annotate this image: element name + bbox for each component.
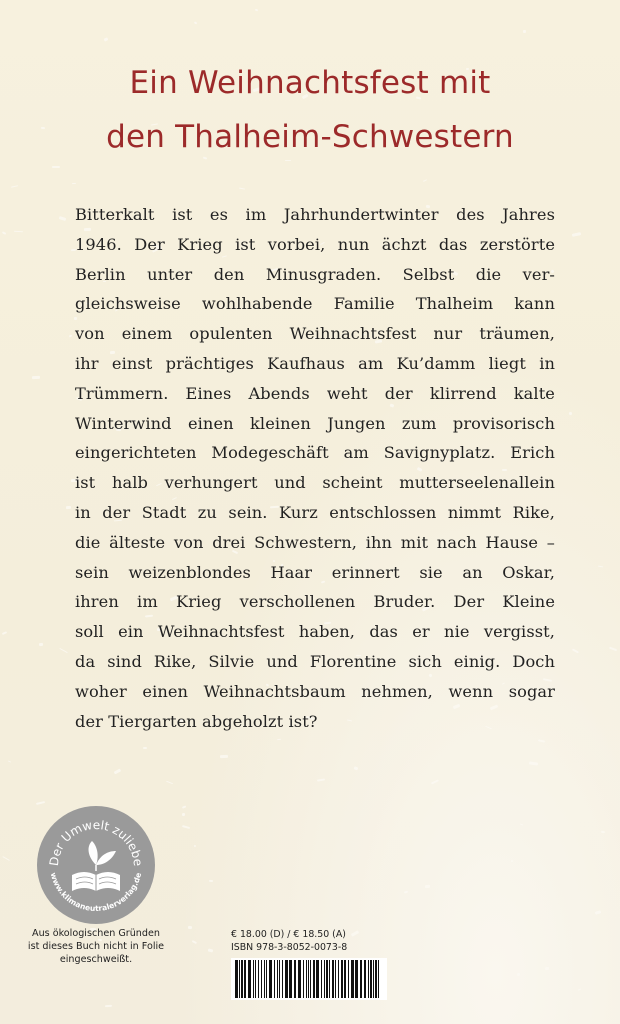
seal-bottom-text: www.klimaneutralerverlag.de bbox=[48, 871, 144, 914]
barcode-bar bbox=[306, 960, 307, 998]
snow-speck bbox=[598, 566, 603, 568]
barcode-bar bbox=[303, 960, 304, 998]
snow-speck bbox=[568, 411, 572, 415]
snow-speck bbox=[59, 216, 66, 221]
barcode-bar bbox=[248, 960, 251, 998]
barcode-bar bbox=[335, 960, 336, 998]
barcode-bar bbox=[289, 960, 292, 998]
barcode-bar bbox=[360, 960, 362, 998]
snow-speck bbox=[166, 781, 173, 785]
snow-speck bbox=[354, 766, 359, 770]
eco-note-line: eingeschweißt. bbox=[59, 953, 133, 965]
barcode-bar bbox=[277, 960, 278, 998]
snow-speck bbox=[39, 643, 43, 646]
snow-speck bbox=[113, 768, 120, 774]
barcode-bar bbox=[310, 960, 311, 998]
blurb-line: ihr einst prächtiges Kaufhaus am Ku’damm liegt in bbox=[75, 353, 555, 373]
barcode-bar bbox=[351, 960, 354, 998]
barcode-bar bbox=[373, 960, 374, 998]
barcode-bar bbox=[348, 960, 349, 998]
snow-speck bbox=[105, 1005, 112, 1007]
barcode-bar bbox=[355, 960, 358, 998]
snow-speck bbox=[523, 29, 526, 32]
blurb-line: sein weizenblondes Haar erinnert sie an Oskar, bbox=[75, 562, 555, 582]
barcode-bar bbox=[308, 960, 309, 998]
price-block bbox=[231, 928, 347, 954]
snow-speck bbox=[193, 845, 196, 848]
barcode-bar bbox=[316, 960, 319, 998]
snow-speck bbox=[32, 376, 40, 379]
barcode-bar bbox=[244, 960, 246, 998]
barcode-bar bbox=[298, 960, 301, 998]
blurb-text bbox=[75, 200, 555, 736]
snow-speck bbox=[572, 648, 579, 653]
barcode-bar bbox=[294, 960, 296, 998]
snow-speck bbox=[143, 747, 147, 749]
barcode-bar bbox=[255, 960, 256, 998]
snow-speck bbox=[595, 911, 602, 916]
blurb-line: soll ein Weihnachtsfest haben, das er nie vergisst, bbox=[75, 622, 555, 642]
environment-seal bbox=[36, 805, 156, 925]
blurb-line: der Tiergarten abgeholzt ist? bbox=[75, 711, 318, 731]
barcode-bar bbox=[241, 960, 243, 998]
blurb-line: woher einen Weihnachtsbaum nehmen, wenn sogar bbox=[75, 681, 555, 701]
snow-speck bbox=[239, 187, 245, 189]
isbn-text: ISBN 978-3-8052-0073-8 bbox=[231, 942, 348, 953]
snow-speck bbox=[601, 830, 606, 832]
barcode-bar bbox=[332, 960, 334, 998]
eco-note-line: ist dieses Buch nicht in Folie bbox=[27, 940, 165, 952]
barcode-bar bbox=[344, 960, 346, 998]
snow-speck bbox=[69, 334, 72, 337]
snow-speck bbox=[59, 648, 67, 653]
snow-speck bbox=[188, 926, 192, 929]
snow-speck bbox=[14, 231, 23, 233]
isbn-barcode bbox=[231, 958, 387, 1000]
snow-speck bbox=[35, 801, 44, 805]
snow-speck bbox=[220, 755, 228, 758]
blurb-line: Trümmern. Eines Abends weht der klirrend kalte bbox=[75, 383, 555, 403]
blurb-line: gleichsweise wohlhabende Familie Thalheim kann bbox=[75, 294, 555, 314]
blurb-line: die älteste von drei Schwestern, ihn mit nach Hause – bbox=[75, 532, 555, 552]
blurb-line: eingerichteten Modegeschäft am Savignyplatz. Erich bbox=[75, 443, 555, 463]
snow-speck bbox=[52, 166, 60, 169]
barcode-bar bbox=[239, 960, 240, 998]
barcode-bar bbox=[364, 960, 366, 998]
barcode-bar bbox=[341, 960, 343, 998]
blurb-line: Berlin unter den Minusgraden. Selbst die ver- bbox=[75, 264, 555, 284]
snow-speck bbox=[423, 179, 427, 182]
snow-speck bbox=[8, 761, 11, 763]
snow-speck bbox=[2, 631, 8, 635]
blurb-line: ihren im Krieg verschollenen Bruder. Der Kleine bbox=[75, 592, 555, 612]
barcode-bar bbox=[264, 960, 265, 998]
cover-title bbox=[20, 56, 600, 164]
snow-speck bbox=[66, 506, 71, 510]
barcode-bar bbox=[258, 960, 259, 998]
snow-speck bbox=[317, 778, 326, 782]
snow-speck bbox=[545, 967, 549, 970]
blurb-line: Bitterkalt ist es im Jahrhundertwinter des Jahres bbox=[75, 205, 555, 224]
blurb-line: von einem opulenten Weihnachtsfest nur träumen, bbox=[75, 324, 555, 344]
snow-speck bbox=[182, 806, 187, 809]
barcode-bar bbox=[261, 960, 262, 998]
snow-speck bbox=[182, 813, 186, 816]
snow-speck bbox=[103, 38, 108, 42]
barcode-bar bbox=[266, 960, 267, 998]
seal-top-text: Der Umwelt zuliebe bbox=[46, 817, 146, 867]
snow-speck bbox=[511, 860, 514, 863]
barcode-bar bbox=[368, 960, 369, 998]
barcode-bar bbox=[279, 960, 280, 998]
snow-speck bbox=[191, 940, 196, 944]
snow-speck bbox=[431, 780, 439, 785]
snow-speck bbox=[404, 891, 409, 894]
eco-note bbox=[18, 928, 174, 966]
blurb-line: in der Stadt zu sein. Kurz entschlossen nimmt Rike, bbox=[75, 502, 555, 522]
barcode-bar bbox=[329, 960, 330, 998]
eco-note-line: Aus ökologischen Gründen bbox=[32, 928, 160, 939]
snow-speck bbox=[425, 885, 430, 889]
snow-speck bbox=[2, 231, 7, 235]
snow-speck bbox=[207, 948, 213, 952]
barcode-bar bbox=[338, 960, 339, 998]
snow-speck bbox=[209, 879, 214, 882]
blurb-line: Winterwind einen kleinen Jungen zum provisorisch bbox=[75, 413, 555, 433]
snow-speck bbox=[577, 989, 580, 991]
cover-title-line-2: den Thalheim-Schwestern bbox=[106, 119, 514, 155]
snow-speck bbox=[11, 186, 18, 188]
barcode-bar bbox=[253, 960, 254, 998]
barcode-bar bbox=[321, 960, 322, 998]
snow-speck bbox=[2, 857, 10, 862]
barcode-bar bbox=[378, 960, 379, 998]
barcode-bar bbox=[375, 960, 377, 998]
snow-speck bbox=[350, 930, 358, 936]
snow-speck bbox=[517, 973, 520, 976]
snow-speck bbox=[277, 739, 281, 741]
blurb-line: 1946. Der Krieg ist vorbei, nun ächzt das zerstörte bbox=[75, 234, 555, 254]
snow-speck bbox=[193, 21, 197, 25]
snow-speck bbox=[520, 824, 523, 826]
barcode-bar bbox=[313, 960, 315, 998]
price-text: € 18.00 (D) / € 18.50 (A) bbox=[231, 929, 346, 940]
barcode-bar bbox=[274, 960, 275, 998]
barcode-bar bbox=[370, 960, 372, 998]
blurb-line: da sind Rike, Silvie und Florentine sich einig. Doch bbox=[75, 651, 555, 671]
snow-speck bbox=[181, 825, 189, 829]
snow-speck bbox=[538, 739, 545, 742]
snow-speck bbox=[529, 762, 538, 767]
blurb-line: ist halb verhungert und scheint mutterseelenallein bbox=[75, 473, 555, 493]
barcode-bar bbox=[285, 960, 288, 998]
barcode-bar bbox=[282, 960, 283, 998]
snow-speck bbox=[609, 647, 618, 652]
snow-speck bbox=[572, 233, 581, 238]
barcode-bar bbox=[269, 960, 272, 998]
barcode-bar bbox=[326, 960, 328, 998]
barcode-bar bbox=[235, 960, 238, 998]
barcode-bar bbox=[324, 960, 325, 998]
snow-speck bbox=[72, 183, 76, 185]
cover-title-line-1: Ein Weihnachtsfest mit bbox=[129, 65, 491, 101]
snow-speck bbox=[255, 8, 258, 11]
